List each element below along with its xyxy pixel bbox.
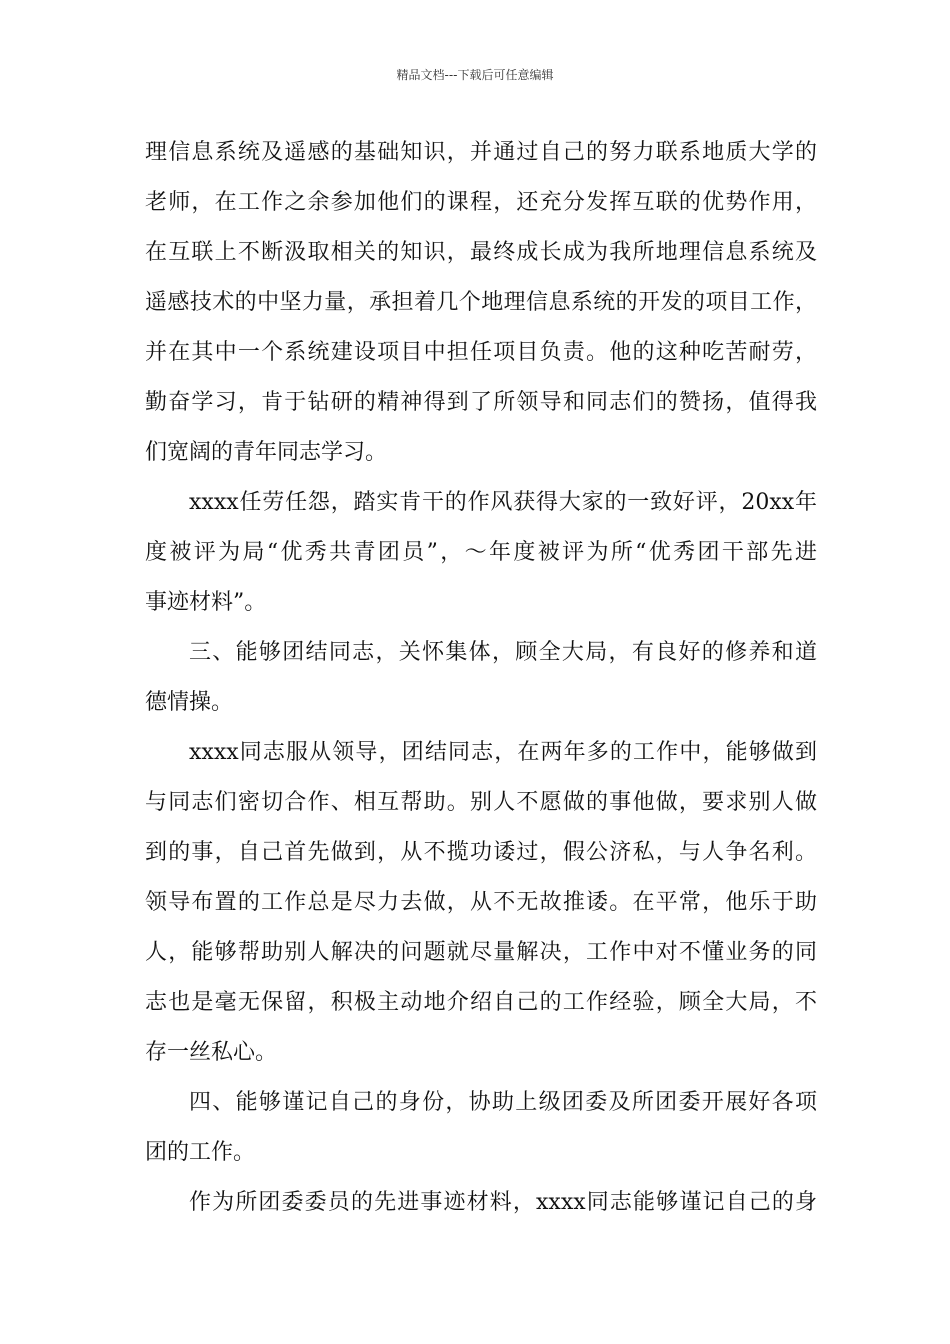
text-line: 三、能够团结同志，关怀集体，顾全大局，有良好的修养和道: [189, 640, 817, 665]
text-line: 在互联上不断汲取相关的知识，最终成长成为我所地理信息系统及: [145, 240, 817, 265]
text-line: 老师，在工作之余参加他们的课程，还充分发挥互联的优势作用，: [145, 190, 817, 215]
page-header: 精品文档---下载后可任意编辑: [396, 68, 554, 82]
text-line: 度被评为局“优秀共青团员”，～年度被评为所“优秀团干部先进: [145, 540, 817, 565]
text-line: 事迹材料”。: [145, 590, 267, 615]
text-line: 团的工作。: [145, 1140, 256, 1165]
text-line: 人，能够帮助别人解决的问题就尽量解决，工作中对不懂业务的同: [145, 940, 817, 965]
text-line: 作为所团委委员的先进事迹材料，xxxx同志能够谨记自己的身: [189, 1190, 817, 1215]
text-line: 四、能够谨记自己的身份，协助上级团委及所团委开展好各项: [189, 1090, 817, 1115]
text-line: 理信息系统及遥感的基础知识，并通过自己的努力联系地质大学的: [145, 140, 817, 165]
text-line: 遥感技术的中坚力量，承担着几个地理信息系统的开发的项目工作，: [145, 290, 817, 315]
text-line: 并在其中一个系统建设项目中担任项目负责。他的这种吃苦耐劳，: [145, 340, 817, 365]
text-line: 与同志们密切合作、相互帮助。别人不愿做的事他做，要求别人做: [145, 790, 817, 815]
text-line: 们宽阔的青年同志学习。: [145, 440, 388, 465]
text-line: xxxx任劳任怨，踏实肯干的作风获得大家的一致好评，20xx年: [189, 490, 817, 515]
text-line: 德情操。: [145, 690, 234, 715]
text-line: 到的事，自己首先做到，从不揽功诿过，假公济私，与人争名利。: [145, 840, 817, 865]
text-line: 存一丝私心。: [145, 1040, 278, 1065]
document-body: [145, 128, 817, 1228]
text-line: 勤奋学习，肯于钻研的精神得到了所领导和同志们的赞扬，值得我: [145, 390, 817, 415]
text-line: xxxx同志服从领导，团结同志，在两年多的工作中，能够做到: [189, 740, 817, 765]
text-line: 领导布置的工作总是尽力去做，从不无故推诿。在平常，他乐于助: [145, 890, 817, 915]
text-line: 志也是毫无保留，积极主动地介绍自己的工作经验，顾全大局，不: [145, 990, 817, 1015]
